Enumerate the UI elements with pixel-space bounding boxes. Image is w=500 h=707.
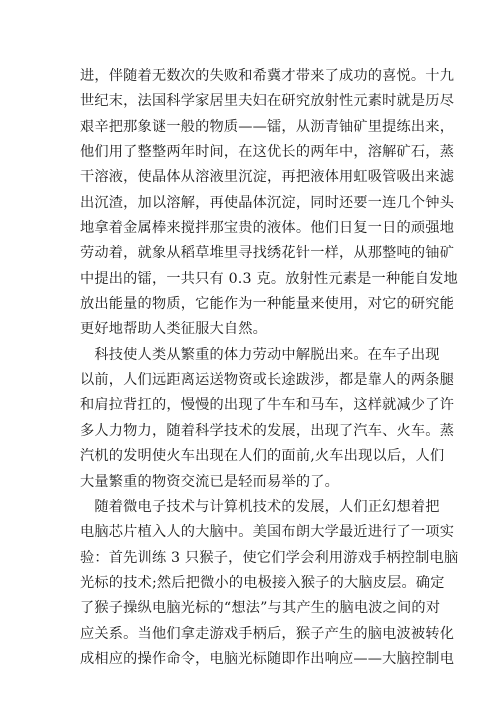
paragraph-curie <box>80 64 458 343</box>
text-line: 电脑芯片植入人的大脑中。美国布朗大学最近进行了一项实 <box>80 524 455 541</box>
text-line: 光标的技术;然后把微小的电极接入猴子的大脑皮层。确定 <box>80 574 445 591</box>
text-line: 随着微电子技术与计算机技术的发展，人们正幻想着把 <box>80 498 440 515</box>
text-line: 进，伴随着无数次的失败和希冀才带来了成功的喜悦。十九 <box>80 68 455 84</box>
text-line: 他们用了整整两年时间，在这优长的两年中，溶解矿石，蒸 <box>80 144 455 161</box>
body-text <box>80 64 459 672</box>
text-line: 汽机的发明使火车出现在人们的面前,火车出现以后，人们 <box>80 448 445 465</box>
text-line: 成相应的操作命令，电脑光标随即作出响应——大脑控制电 <box>80 650 455 667</box>
text-line: 世纪末，法国科学家居里夫妇在研究放射性元素时就是历尽 <box>80 93 455 110</box>
text-line: 应关系。当他们拿走游戏手柄后，猴子产生的脑电波被转化 <box>80 625 455 642</box>
text-line: 多人力物力，随着科学技术的发展，出现了汽车、火车。蒸 <box>80 422 455 439</box>
text-line: 科技使人类从繁重的体力劳动中解脱出来。在车子出现 <box>80 346 440 363</box>
text-line: 中提出的镭，一共只有 0.3 克。放射性元素是一种能自发地 <box>80 270 458 287</box>
text-line: 放出能量的物质，它能作为一种能量来使用，对它的研究能 <box>80 296 455 313</box>
text-line: 大量繁重的物资交流已是轻而易举的了。 <box>80 473 339 490</box>
text-line: 干溶液，使晶体从溶液里沉淀，再把液体用虹吸管吸出来滤 <box>80 169 455 186</box>
text-line: 艰辛把那象谜一般的物质——镭，从沥青铀矿里提练出来， <box>80 118 455 135</box>
paragraph-brain-chip <box>80 495 459 672</box>
text-line: 出沉渣，加以溶解，再使晶体沉淀，同时还要一连几个钟头 <box>80 194 455 211</box>
text-line: 地拿着金属棒来搅拌那宝贵的液体。他们日复一日的顽强地 <box>80 220 455 237</box>
paragraph-transport <box>80 343 455 495</box>
text-line: 劳动着，就象从稻草堆里寻找绣花针一样，从那整吨的铀矿 <box>80 245 455 262</box>
text-line: 以前，人们远距离运送物资或长途跋涉，都是靠人的两条腿 <box>80 372 455 389</box>
text-line: 验：首先训练 3 只猴子，使它们学会利用游戏手柄控制电脑 <box>80 549 459 566</box>
text-line: 了猴子操纵电脑光标的“想法”与其产生的脑电波之间的对 <box>80 600 441 617</box>
text-line: 更好地帮助人类征服大自然。 <box>80 321 268 338</box>
text-line: 和肩拉背扛的，慢慢的出现了牛车和马车，这样就减少了许 <box>80 397 455 414</box>
